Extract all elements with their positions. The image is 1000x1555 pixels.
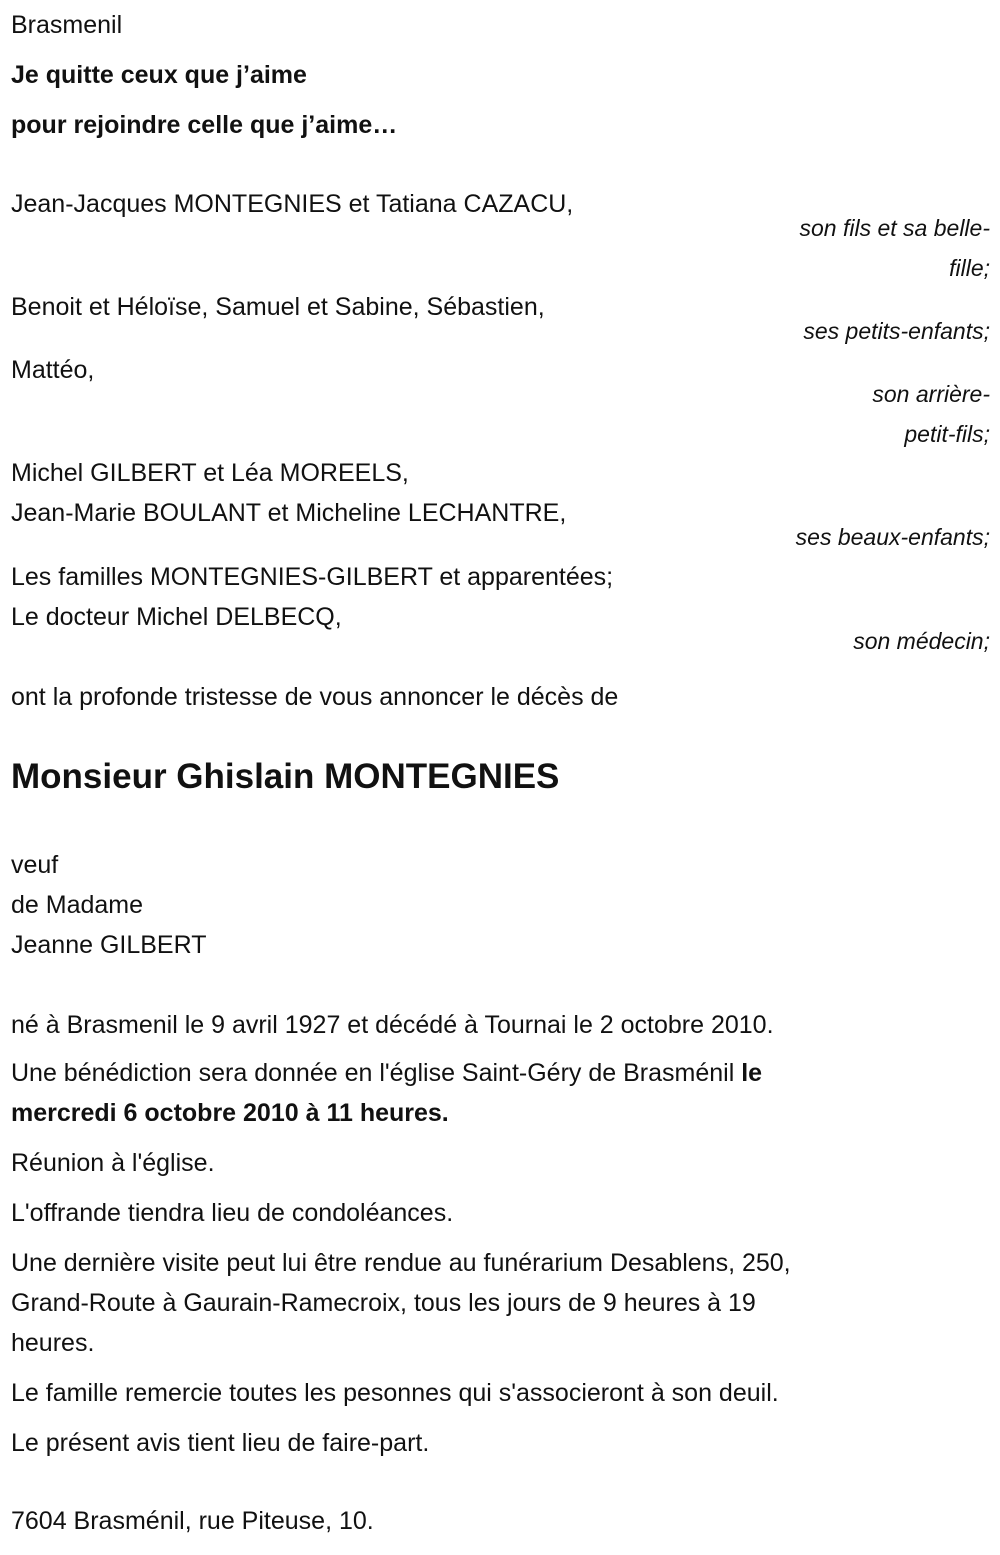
meeting: Réunion à l'église.	[11, 1149, 215, 1177]
visit-line: Une dernière visite peut lui être rendue au funérarium Desablens, 250,	[11, 1249, 791, 1277]
visit-line: Grand-Route à Gaurain-Ramecroix, tous les jours de 9 heures à 19	[11, 1289, 756, 1317]
address: 7604 Brasménil, rue Piteuse, 10.	[11, 1507, 374, 1535]
family-names: Benoit et Héloïse, Samuel et Sabine, Sébastien,	[11, 293, 545, 321]
birth-death: né à Brasmenil le 9 avril 1927 et décédé à Tournai le 2 octobre 2010.	[11, 1011, 774, 1039]
ceremony	[11, 1058, 762, 1088]
family-names: Mattéo,	[11, 356, 95, 384]
family-relation: son médecin;	[853, 628, 990, 654]
family-names: Les familles MONTEGNIES-GILBERT et apparentées;	[11, 563, 614, 591]
family-names: Jean-Marie BOULANT et Micheline LECHANTRE,	[11, 499, 567, 527]
deceased-name: Monsieur Ghislain MONTEGNIES	[11, 757, 560, 796]
family-relation: ses beaux-enfants;	[795, 524, 990, 550]
family-relation: petit-fils;	[904, 421, 990, 447]
ceremony-text: Une bénédiction sera donnée en l'église Saint-Géry de Brasménil	[11, 1059, 742, 1087]
widower-line: Jeanne GILBERT	[11, 931, 207, 959]
family-relation: son fils et sa belle-	[799, 215, 990, 241]
family-names: Jean-Jacques MONTEGNIES et Tatiana CAZACU,	[11, 190, 574, 218]
family-names: Le docteur Michel DELBECQ,	[11, 603, 342, 631]
widower-line: veuf	[11, 851, 59, 879]
quote-line-1: Je quitte ceux que j’aime	[11, 61, 307, 89]
ceremony-bold: le	[741, 1059, 763, 1087]
visit-line: heures.	[11, 1329, 95, 1357]
family-names: Michel GILBERT et Léa MOREELS,	[11, 459, 409, 487]
ceremony-date: mercredi 6 octobre 2010 à 11 heures.	[11, 1099, 449, 1127]
notice: Le présent avis tient lieu de faire-part.	[11, 1429, 430, 1457]
offering: L'offrande tiendra lieu de condoléances.	[11, 1199, 454, 1227]
family-relation: fille;	[949, 255, 990, 281]
thanks: Le famille remercie toutes les pesonnes qui s'associeront à son deuil.	[11, 1379, 779, 1407]
quote-line-2: pour rejoindre celle que j’aime…	[11, 111, 398, 139]
widower-line: de Madame	[11, 891, 144, 919]
family-relation: ses petits-enfants;	[803, 318, 990, 344]
family-relation: son arrière-	[872, 381, 990, 407]
place: Brasmenil	[11, 11, 123, 39]
announcement: ont la profonde tristesse de vous annoncer le décès de	[11, 683, 619, 711]
